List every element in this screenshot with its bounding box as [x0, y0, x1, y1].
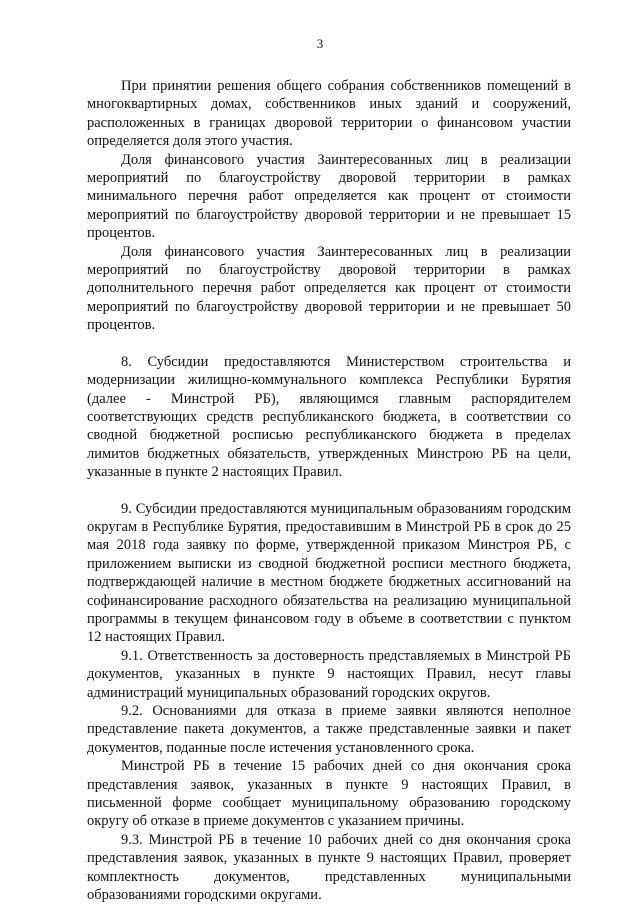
paragraph-clause-8: 8. Субсидии предоставляются Министерством строительства и модернизации жилищно-коммунального комплекса Республики Бурятия (далее - Минстрой РБ), являющимся главным распорядителем соответствующих средств республиканского бюджета, в соответствии со сводной бюджетной росписью республиканского бюджета в пределах лимитов бюджетных обязательств, утвержденных Минстрою РБ на цели, указанные в пункте 2 настоящих Правил. [87, 353, 571, 481]
page-number: 3 [316, 36, 324, 51]
paragraph-financial-participation-decision: При принятии решения общего собрания собственников помещений в многоквартирных домах, собственников иных зданий и сооружений, расположенных в границах дворовой территории о финансовом участии определяется доля этого участия. [87, 78, 571, 150]
paragraph-clause-9-3: 9.3. Минстрой РБ в течение 10 рабочих дней со дня окончания срока представления заявок, указанных в пункте 9 настоящих Правил, проверяет комплектность документов, представленных муниципальными образованиями городскими округами. [87, 831, 571, 904]
paragraph-clause-9-1: 9.1. Ответственность за достоверность представляемых в Минстрой РБ документов, указанных в пункте 9 настоящих Правил, несут главы администраций муниципальных образований городских округов. [87, 647, 571, 701]
paragraph-refusal-notice: Минстрой РБ в течение 15 рабочих дней со дня окончания срока представления заявок, указанных в пункте 9 настоящих Правил, в письменной форме сообщает муниципальному образованию городскому округу об отказе в приеме документов с указанием причины. [87, 758, 571, 830]
paragraph-clause-9-2: 9.2. Основаниями для отказа в приеме заявки являются неполное представление пакета документов, а также представленные заявки и пакет документов, поданные после истечения установленного срока. [87, 703, 571, 756]
paragraph-clause-9: 9. Субсидии предоставляются муниципальным образованиям городским округам в Республике Бурятия, предоставившим в Минстрой РБ в срок до 25 мая 2018 года заявку по форме, утвержденной приказом Минстроя РБ, с приложением выписки из сводной бюджетной росписи местного бюджета, подтверждающей наличие в местном бюджете бюджетных ассигнований на софинансирование расходного обязательства на реализацию муниципальной программы в текущем финансовом году в объеме в соответствии с пунктом 12 настоящих Правил. [87, 500, 571, 646]
paragraph-minimal-works-share: Доля финансового участия Заинтересованных лиц в реализации мероприятий по благоустройству дворовой территории в рамках минимального перечня работ определяется как процент от стоимости мероприятий по благоустройству дворовой территории и не превышает 15 процентов. [87, 151, 571, 242]
paragraph-additional-works-share: Доля финансового участия Заинтересованных лиц в реализации мероприятий по благоустройству дворовой территории в рамках дополнительного перечня работ определяется как процент от стоимости мероприятий по благоустройству дворовой территории и не превышает 50 процентов. [87, 243, 571, 334]
document-body [87, 77, 571, 904]
